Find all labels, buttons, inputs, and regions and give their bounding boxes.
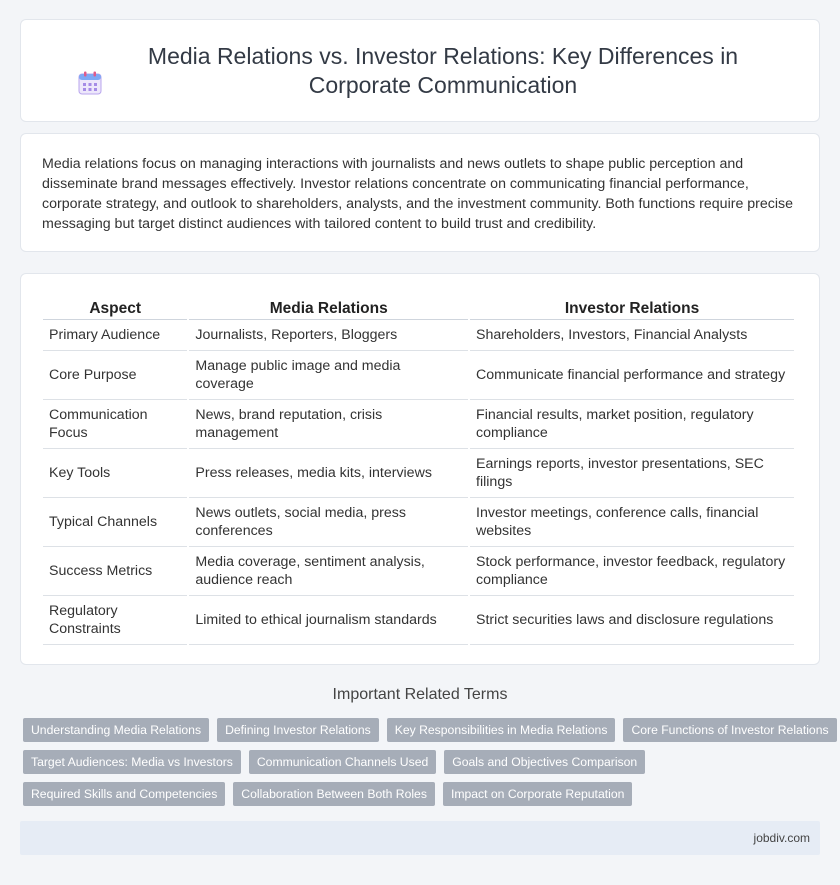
table-row <box>43 596 794 645</box>
cell-investor: Stock performance, investor feedback, regulatory compliance <box>470 547 794 596</box>
tag-target-audiences[interactable]: Target Audiences: Media vs Investors <box>23 750 241 774</box>
title-card <box>20 19 820 122</box>
cell-media: Media coverage, sentiment analysis, audience reach <box>189 547 468 596</box>
cell-media: Press releases, media kits, interviews <box>189 449 468 498</box>
header-investor-relations: Investor Relations <box>470 296 794 320</box>
table-row <box>43 449 794 498</box>
cell-media: News outlets, social media, press conferences <box>189 498 468 547</box>
tag-row <box>23 782 823 806</box>
cell-media: Limited to ethical journalism standards <box>189 596 468 645</box>
tag-communication-channels[interactable]: Communication Channels Used <box>249 750 436 774</box>
cell-investor: Strict securities laws and disclosure regulations <box>470 596 794 645</box>
cell-aspect: Communication Focus <box>43 400 187 449</box>
cell-investor: Investor meetings, conference calls, financial websites <box>470 498 794 547</box>
tag-understanding-media-relations[interactable]: Understanding Media Relations <box>23 718 209 742</box>
cell-investor: Financial results, market position, regulatory compliance <box>470 400 794 449</box>
cell-media: News, brand reputation, crisis management <box>189 400 468 449</box>
table-header-row <box>43 296 794 320</box>
tag-defining-investor-relations[interactable]: Defining Investor Relations <box>217 718 379 742</box>
tag-collaboration[interactable]: Collaboration Between Both Roles <box>233 782 435 806</box>
cell-media: Journalists, Reporters, Bloggers <box>189 320 468 351</box>
cell-aspect: Core Purpose <box>43 351 187 400</box>
related-terms-tags <box>23 718 829 814</box>
cell-investor: Shareholders, Investors, Financial Analysts <box>470 320 794 351</box>
header-media-relations: Media Relations <box>189 296 468 320</box>
tag-key-responsibilities-media-relations[interactable]: Key Responsibilities in Media Relations <box>387 718 616 742</box>
cell-aspect: Success Metrics <box>43 547 187 596</box>
table-row <box>43 320 794 351</box>
page-title: Media Relations vs. Investor Relations: Key Differences in Corporate Communication <box>147 42 739 98</box>
table-row <box>43 498 794 547</box>
table-row <box>43 351 794 400</box>
tag-core-functions-investor-relations[interactable]: Core Functions of Investor Relations <box>623 718 836 742</box>
cell-investor: Earnings reports, investor presentations, SEC filings <box>470 449 794 498</box>
intro-card <box>20 133 820 252</box>
cell-aspect: Key Tools <box>43 449 187 498</box>
tag-row <box>23 750 823 774</box>
comparison-table <box>41 296 796 645</box>
tag-row <box>23 718 829 742</box>
footer-site-name: jobdiv.com <box>753 831 810 845</box>
comparison-table-card <box>20 273 820 665</box>
related-terms-heading: Important Related Terms <box>332 686 508 703</box>
header-aspect: Aspect <box>43 296 187 320</box>
title-wrap <box>77 42 763 100</box>
cell-aspect: Typical Channels <box>43 498 187 547</box>
footer <box>20 821 820 855</box>
tag-goals-objectives[interactable]: Goals and Objectives Comparison <box>444 750 645 774</box>
cell-media: Manage public image and media coverage <box>189 351 468 400</box>
table-row <box>43 400 794 449</box>
intro-paragraph: Media relations focus on managing interactions with journalists and news outlets to shape public perception and disseminate brand messages effectively. Investor relations concentrate on communicating financial performance, corporate strategy, and outlook to shareholders, analysts, and the investment community. Both functions require precise messaging but target distinct audiences with tailored content to build trust and credibility. <box>42 156 794 232</box>
cell-aspect: Primary Audience <box>43 320 187 351</box>
cell-aspect: Regulatory Constraints <box>43 596 187 645</box>
tag-required-skills[interactable]: Required Skills and Competencies <box>23 782 225 806</box>
tag-impact-corporate-reputation[interactable]: Impact on Corporate Reputation <box>443 782 632 806</box>
table-row <box>43 547 794 596</box>
calendar-icon <box>77 70 103 96</box>
cell-investor: Communicate financial performance and strategy <box>470 351 794 400</box>
